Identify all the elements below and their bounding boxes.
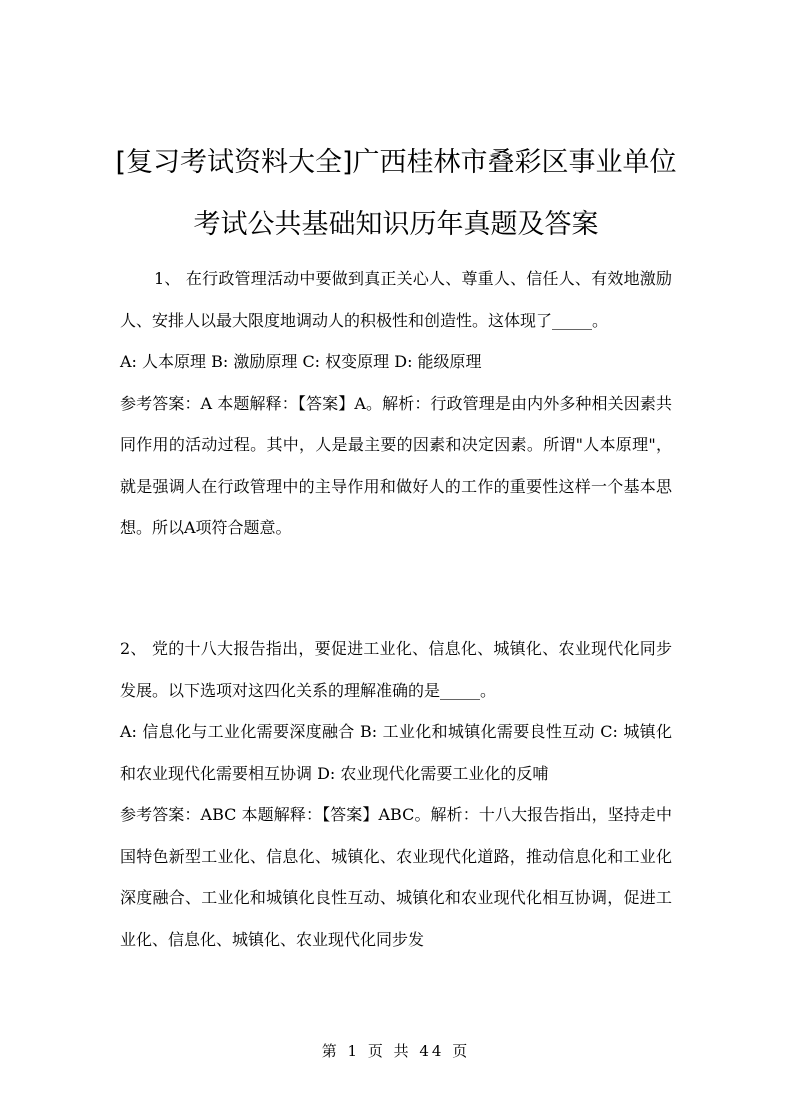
question-block-2 [120, 628, 672, 960]
document-title-line-1: [复习考试资料大全]广西桂林市叠彩区事业单位 [115, 147, 677, 178]
question-text: 2、 党的十八大报告指出，要促进工业化、信息化、城镇化、农业现代化同步发展。以下选项对这四化关系的理解准确的是_____。 [120, 639, 672, 700]
answer-explanation: 参考答案：A 本题解释：【答案】A。解析：行政管理是由内外多种相关因素共同作用的活动过程。其中，人是最主要的因素和决定因素。所谓"人本原理"，就是强调人在行政管理中的主导作用和做好人的工作的重要性这样一个基本思想。所以A项符合题意。 [120, 393, 672, 537]
question-block-1 [120, 258, 672, 549]
question-text: 1、 在行政管理活动中要做到真正关心人、尊重人、信任人、有效地激励人、安排人以最大限度地调动人的积极性和创造性。这体现了_____。 [120, 269, 672, 330]
page-number-footer: 第 1 页 共 44 页 [321, 1042, 471, 1060]
document-title-line-2: 考试公共基础知识历年真题及答案 [193, 209, 599, 240]
question-options: A: 人本原理 B: 激励原理 C: 权变原理 D: 能级原理 [120, 352, 482, 371]
answer-explanation: 参考答案：ABC 本题解释：【答案】ABC。解析：十八大报告指出，坚持走中国特色新型工业化、信息化、城镇化、农业现代化道路，推动信息化和工业化深度融合、工业化和城镇化良性互动、城镇化和农业现代化相互协调，促进工业化、信息化、城镇化、农业现代化同步发 [120, 805, 672, 949]
question-options: A: 信息化与工业化需要深度融合 B: 工业化和城镇化需要良性互动 C: 城镇化和农业现代化需要相互协调 D: 农业现代化需要工业化的反哺 [120, 722, 672, 783]
